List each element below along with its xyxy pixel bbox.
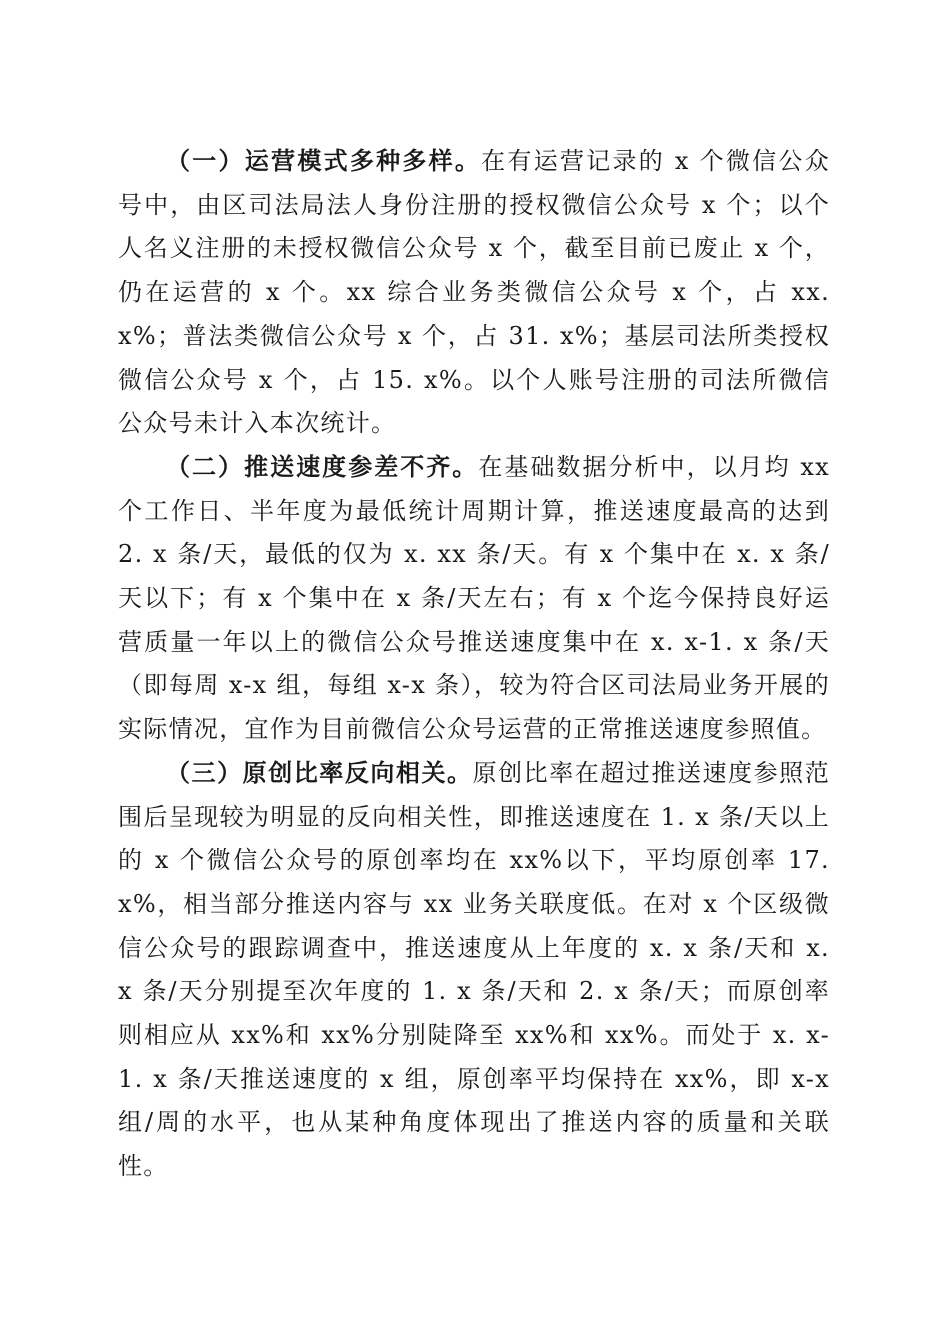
paragraph-text: 原创比率在超过推送速度参照范围后呈现较为明显的反向相关性，即推送速度在 1. x 条/天以上的 x 个微信公众号的原创率均在 xx%以下，平均原创率 17. x%，相当部分推送内容与 xx 业务关联度低。在对 x 个区级微信公众号的跟踪调查中，推送速度从上年度的 x. x 条/天和 x. x 条/天分别提至次年度的 1. x 条/天和 2. x 条/天；而原创率则相应从 xx%和 xx%分别陡降至 xx%和 xx%。而处于 x. x-1. x 条/天推送速度的 x 组，原创率平均保持在 xx%，即 x-x 组/周的水平，也从某种角度体现出了推送内容的质量和关联性。	[118, 758, 830, 1181]
paragraph-operation-modes	[118, 140, 830, 446]
paragraph-originality-ratio	[118, 752, 830, 1189]
document-body	[118, 140, 830, 1189]
paragraph-text: 在有运营记录的 x 个微信公众号中，由区司法局法人身份注册的授权微信公众号 x 个；以个人名义注册的未授权微信公众号 x 个，截至目前已废止 x 个，仍在运营的 x 个。xx 综合业务类微信公众号 x 个，占 xx. x%；普法类微信公众号 x 个，占 31. x%；基层司法所类授权微信公众号 x 个，占 15. x%。以个人账号注册的司法所微信公众号未计入本次统计。	[118, 147, 830, 438]
paragraph-heading: （二）推送速度参差不齐。	[166, 452, 479, 481]
paragraph-heading: （一）运营模式多种多样。	[166, 147, 482, 175]
paragraph-text: 在基础数据分析中，以月均 xx 个工作日、半年度为最低统计周期计算，推送速度最高的达到 2. x 条/天，最低的仅为 x. xx 条/天。有 x 个集中在 x. x 条/天以下；有 x 个集中在 x 条/天左右；有 x 个迄今保持良好运营质量一年以上的微信公众号推送速度集中在 x. x-1. x 条/天（即每周 x-x 组，每组 x-x 条），较为符合区司法局业务开展的实际情况，宜作为目前微信公众号运营的正常推送速度参照值。	[118, 452, 830, 744]
paragraph-push-speed	[118, 446, 830, 752]
paragraph-heading: （三）原创比率反向相关。	[166, 758, 473, 787]
